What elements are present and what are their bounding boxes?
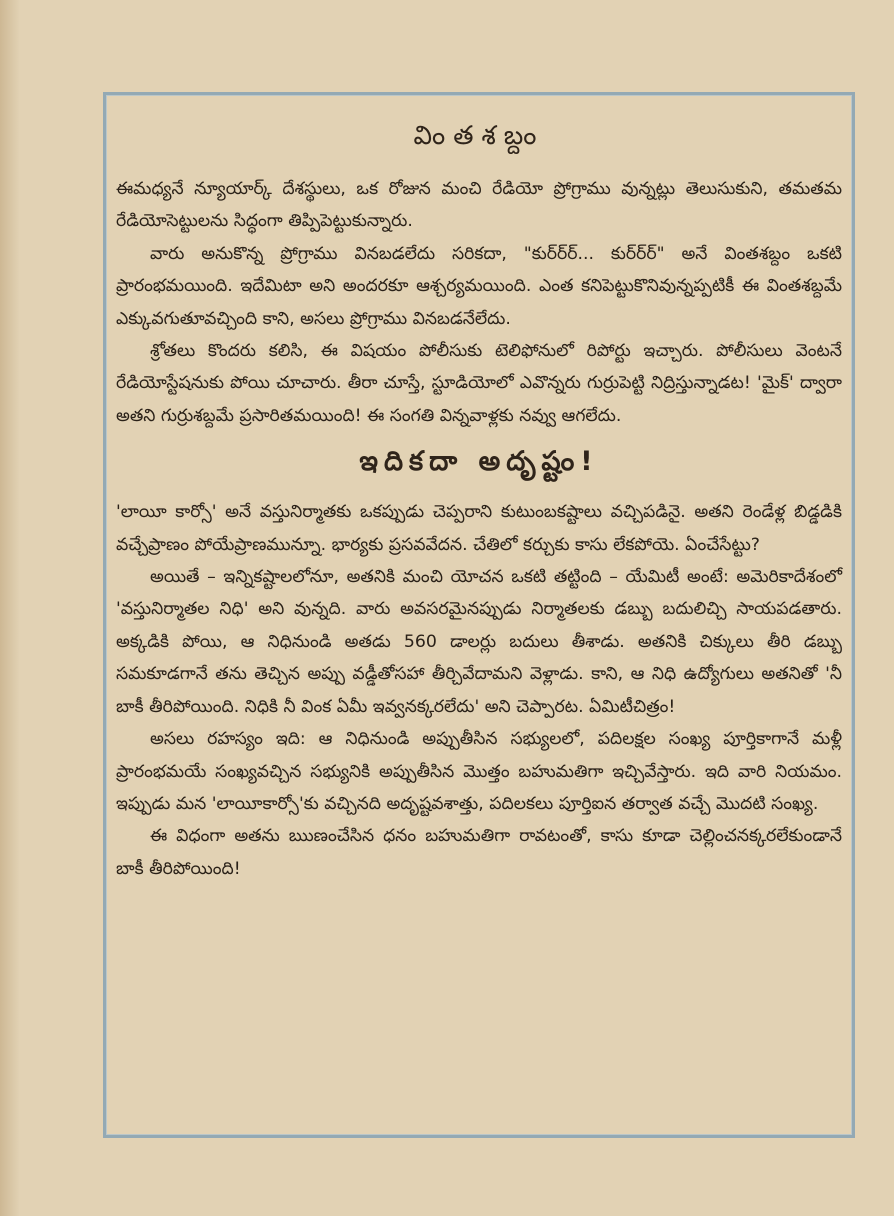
page-frame (103, 92, 855, 1138)
story2-paragraph: అసలు రహస్యం ఇది: ఆ నిధినుండి అప్పుతీసిన సభ్యులలో, పదిలక్షల సంఖ్య పూర్తికాగానే మళ్లీ ప్రారంభమయే సంఖ్యవచ్చిన సభ్యునికి అప్పుతీసిన మొత్తం బహుమతిగా ఇచ్చివేస్తారు. ఇది వారి నియమం. ఇప్పుడు మన 'లాయీకార్సో'కు వచ్చినది అదృష్టవశాత్తు, పదిలకలు పూర్తిఐన తర్వాత వచ్చే మొదటి సంఖ్య. (116, 729, 842, 814)
story2-paragraph: 'లాయీ కార్సో' అనే వస్తునిర్మాతకు ఒకప్పుడు చెప్పరాని కుటుంబకష్టాలు వచ్చిపడినై. అతని రెండేళ్ల బిడ్డడికి వచ్చేప్రాణం పోయేప్రాణమున్నూ. భార్యకు ప్రసవవేదన. చేతిలో కర్చుకు కాసు లేకపోయె. ఏంచేసేట్టు? (116, 502, 842, 555)
story2-paragraph: ఈ విధంగా అతను ఋణంచేసిన ధనం బహుమతిగా రావటంతో, కాసు కూడా చెల్లించనక్కరలేకుండానే బాకీ తీరిపోయింది! (116, 826, 842, 879)
page-edge (0, 0, 20, 1216)
story1-paragraph: వారు అనుకొన్న ప్రోగ్రాము వినబడలేదు సరికదా, "కుర్‌ర్‌ర్... కుర్‌ర్‌ర్" అనే వింతశబ్దం ఒకటి ప్రారంభమయింది. ఇదేమిటా అని అందరకూ ఆశ్చర్యమయింది. ఎంత కనిపెట్టుకొనివున్నప్పటికీ ఈ వింతశబ్దమే ఎక్కువగుతూవచ్చింది కాని, అసలు ప్రోగ్రాము వినబడనేలేదు. (116, 243, 842, 329)
story2-title: ఇదికదా అదృష్టం! (359, 446, 599, 478)
story1-title: వింతశబ్దం (413, 121, 545, 151)
story2-paragraph: అయితే – ఇన్నికష్టాలలోనూ, అతనికి మంచి యోచన ఒకటి తట్టింది – యేమిటీ అంటే: అమెరికాదేశంలో 'వస్తునిర్మాతల నిధి' అని వున్నది. వారు అవసరమైనప్పుడు నిర్మాతలకు డబ్బు బదులిచ్చి సాయపడతారు. అక్కడికి పోయి, ఆ నిధినుండి అతడు 560 డాలర్లు బదులు తీశాడు. అతనికి చిక్కులు తీరి డబ్బు సమకూడగానే తను తెచ్చిన అప్పు వడ్డీతోసహా తీర్చివేదామని వెళ్లాడు. కాని, ఆ నిధి ఉద్యోగులు అతనితో 'నీ బాకీ తీరిపోయింది. నిధికి నీ వింక ఏమీ ఇవ్వనక్కరలేదు' అని చెప్పారట. ఏమిటీచిత్రం! (116, 567, 842, 717)
story1-paragraph: ఈమధ్యనే న్యూయార్క్ దేశస్థులు, ఒక రోజున మంచి రేడియో ప్రోగ్రాము వున్నట్లు తెలుసుకుని, తమతమ రేడియోసెట్టులను సిద్ధంగా తిప్పిపెట్టుకున్నారు. (116, 179, 842, 232)
page-content (116, 121, 842, 1125)
story1-paragraph: శ్రోతలు కొందరు కలిసి, ఈ విషయం పోలీసుకు టెలిఫోనులో రిపోర్టు ఇచ్చారు. పోలీసులు వెంటనే రేడియోస్టేషనుకు పోయి చూచారు. తీరా చూస్తే, స్టూడియోలో ఎవొన్నరు గుర్రుపెట్టి నిద్రిస్తున్నాడట! 'మైక్' ద్వారా అతని గుర్రుశబ్దమే ప్రసారితమయింది! ఈ సంగతి విన్నవాళ్లకు నవ్వు ఆగలేదు. (116, 341, 842, 426)
